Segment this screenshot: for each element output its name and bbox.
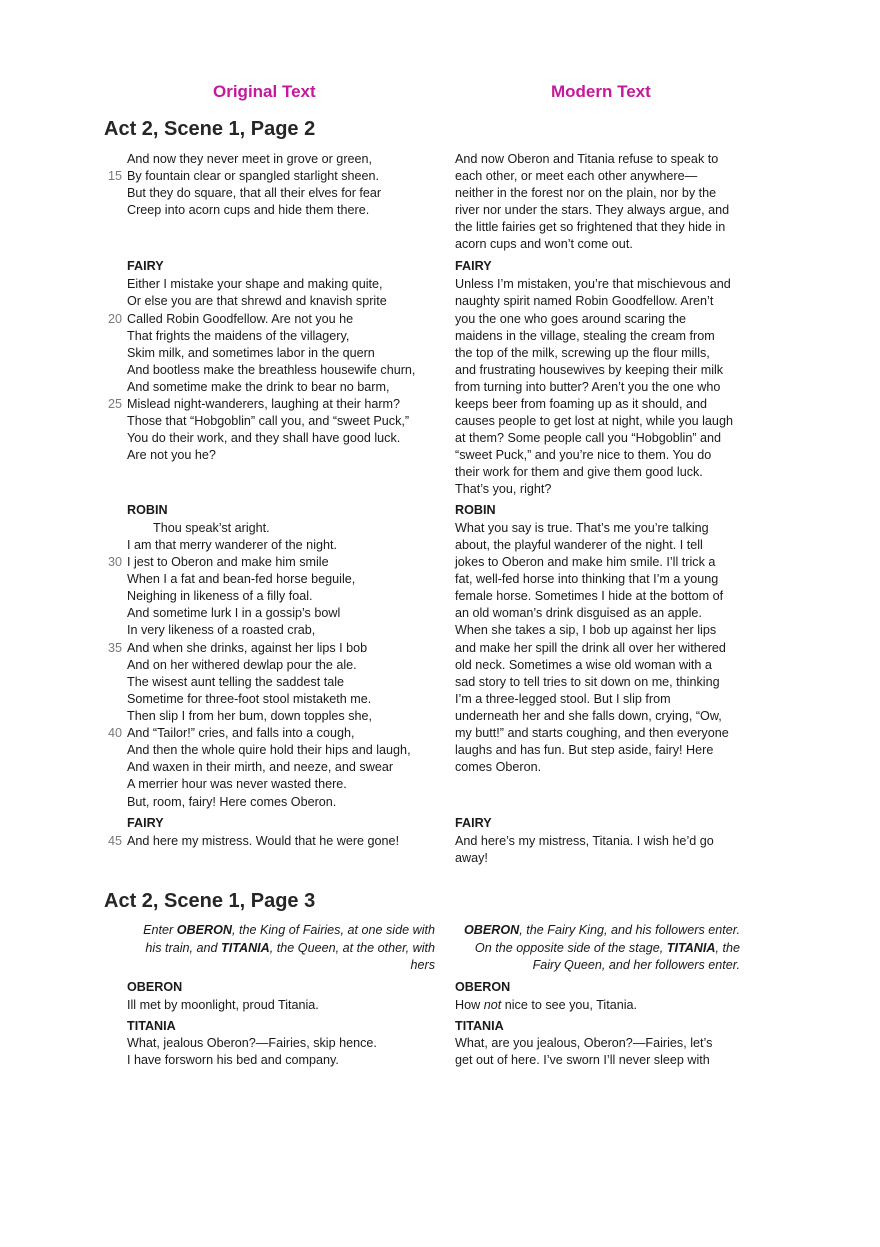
modern-line: keeps beer from foaming up as it should, and <box>455 397 708 411</box>
original-line: Ill met by moonlight, proud Titania. <box>127 998 319 1012</box>
section-title: Act 2, Scene 1, Page 3 <box>104 890 316 912</box>
original-line: I jest to Oberon and make him smile <box>127 555 329 569</box>
modern-line: fat, well-fed horse into thinking that I’m a young <box>455 572 719 586</box>
modern-line: jokes to Oberon and make him smile. I’ll trick a <box>455 555 716 569</box>
speaker-name: FAIRY <box>127 259 164 273</box>
modern-line: and frustrating housewives by keeping their milk <box>455 363 724 377</box>
original-line: Creep into acorn cups and hide them there. <box>127 203 370 217</box>
stage-direction: Enter OBERON, the King of Fairies, at one side with his train, and TITANIA, the Queen, at the other, with hers <box>143 923 435 972</box>
modern-line: about, the playful wanderer of the night. I tell <box>455 538 703 552</box>
original-line: Called Robin Goodfellow. Are not you he <box>127 312 354 326</box>
original-line: And bootless make the breathless housewife churn, <box>127 363 416 377</box>
modern-line: their work for them and give them good luck. <box>455 465 703 479</box>
modern-line: river nor under the stars. They always argue, and <box>455 203 730 217</box>
original-line: Skim milk, and sometimes labor in the quern <box>127 346 375 360</box>
modern-line: my butt!” and starts coughing, and then everyone <box>455 726 729 740</box>
original-line: And now they never meet in grove or green, <box>127 152 373 166</box>
modern-line: When she takes a sip, I bob up against her lips <box>455 623 717 637</box>
line-number: 15 <box>107 169 122 183</box>
speaker-name: FAIRY <box>455 259 492 273</box>
modern-line: neither in the forest nor on the plain, nor by the <box>455 186 717 200</box>
speaker-name: OBERON <box>127 980 183 994</box>
modern-line: get out of here. I’ve sworn I’ll never sleep with <box>455 1053 710 1067</box>
original-line: I am that merry wanderer of the night. <box>127 538 337 552</box>
speaker-name: TITANIA <box>455 1019 504 1033</box>
line-number: 20 <box>107 312 122 326</box>
modern-line: away! <box>455 851 488 865</box>
section-title: Act 2, Scene 1, Page 2 <box>104 118 316 140</box>
original-line: And sometime make the drink to bear no barm, <box>127 380 390 394</box>
modern-line: you the one who goes around scaring the <box>455 312 687 326</box>
original-line: When I a fat and bean-fed horse beguile, <box>127 572 356 586</box>
original-line: And “Tailor!” cries, and falls into a cough, <box>127 726 355 740</box>
original-line: Those that “Hobgoblin” call you, and “sweet Puck,” <box>127 414 410 428</box>
original-line: And on her withered dewlap pour the ale. <box>127 658 357 672</box>
modern-line: That’s you, right? <box>455 482 552 496</box>
modern-line: at them? Some people call you “Hobgoblin” and <box>455 431 722 445</box>
stage-direction: OBERON, the Fairy King, and his followers enter. On the opposite side of the stage, TITANIA, the Fairy Queen, and her followers enter. <box>463 923 740 972</box>
modern-line: naughty spirit named Robin Goodfellow. Aren’t <box>455 294 714 308</box>
speaker-name: FAIRY <box>127 816 164 830</box>
modern-line: How not nice to see you, Titania. <box>455 998 638 1012</box>
modern-line: and make her spill the drink all over her withered <box>455 641 726 655</box>
modern-line: comes Oberon. <box>455 760 542 774</box>
original-line: By fountain clear or spangled starlight sheen. <box>127 169 380 183</box>
line-number: 35 <box>107 641 122 655</box>
original-line: Either I mistake your shape and making quite, <box>127 277 383 291</box>
line-number: 45 <box>107 834 122 848</box>
original-line: And sometime lurk I in a gossip’s bowl <box>127 606 341 620</box>
modern-line: And here’s my mistress, Titania. I wish he’d go <box>455 834 714 848</box>
modern-line: acorn cups and won’t come out. <box>455 237 633 251</box>
modern-line: maidens in the village, stealing the cream from <box>455 329 715 343</box>
modern-line: underneath her and she falls down, crying, “Ow, <box>455 709 722 723</box>
line-number: 30 <box>107 555 122 569</box>
modern-line: What, are you jealous, Oberon?—Fairies, let’s <box>455 1036 713 1050</box>
original-line: That frights the maidens of the villagery, <box>127 329 350 343</box>
original-line: Thou speak’st aright. <box>153 521 270 535</box>
speaker-name: TITANIA <box>127 1019 176 1033</box>
modern-line: from turning into butter? Aren’t you the one who <box>455 380 721 394</box>
modern-line: Unless I’m mistaken, you’re that mischievous and <box>455 277 731 291</box>
modern-line: What you say is true. That’s me you’re talking <box>455 521 709 535</box>
speaker-name: ROBIN <box>455 503 496 517</box>
modern-line: laughs and has fun. But step aside, fairy! Here <box>455 743 714 757</box>
original-line: You do their work, and they shall have good luck. <box>127 431 401 445</box>
original-line: I have forsworn his bed and company. <box>127 1053 339 1067</box>
original-line: And waxen in their mirth, and neeze, and swear <box>127 760 394 774</box>
original-line: Are not you he? <box>127 448 216 462</box>
modern-text-header: Modern Text <box>551 82 651 101</box>
modern-line: the little fairies get so frightened that they hide in <box>455 220 726 234</box>
modern-line: “sweet Puck,” and you’re nice to them. You do <box>455 448 712 462</box>
modern-line: And now Oberon and Titania refuse to speak to <box>455 152 719 166</box>
modern-line: an old woman’s drink disguised as an apple. <box>455 606 702 620</box>
original-line: Then slip I from her bum, down topples she, <box>127 709 373 723</box>
modern-line: each other, or meet each other anywhere— <box>455 169 698 183</box>
original-text-header: Original Text <box>213 82 316 101</box>
original-line: What, jealous Oberon?—Fairies, skip hence. <box>127 1036 377 1050</box>
line-number: 25 <box>107 397 122 411</box>
original-line: The wisest aunt telling the saddest tale <box>127 675 345 689</box>
original-line: And here my mistress. Would that he were gone! <box>127 834 400 848</box>
original-line: A merrier hour was never wasted there. <box>127 777 347 791</box>
line-number: 40 <box>107 726 122 740</box>
original-line: Mislead night-wanderers, laughing at their harm? <box>127 397 401 411</box>
original-line: But, room, fairy! Here comes Oberon. <box>127 795 337 809</box>
original-line: But they do square, that all their elves for fear <box>127 186 382 200</box>
original-line: Sometime for three-foot stool mistaketh me. <box>127 692 372 706</box>
modern-line: sad story to tell tries to sit down on me, thinking <box>455 675 720 689</box>
modern-line: female horse. Sometimes I hide at the bottom of <box>455 589 724 603</box>
modern-line: I’m a three-legged stool. But I slip from <box>455 692 671 706</box>
speaker-name: OBERON <box>455 980 511 994</box>
speaker-name: ROBIN <box>127 503 168 517</box>
original-line: And then the whole quire hold their hips and laugh, <box>127 743 411 757</box>
original-line: And when she drinks, against her lips I bob <box>127 641 368 655</box>
speaker-name: FAIRY <box>455 816 492 830</box>
original-line: Or else you are that shrewd and knavish sprite <box>127 294 387 308</box>
original-line: In very likeness of a roasted crab, <box>127 623 316 637</box>
modern-line: causes people to get lost at night, while you laugh <box>455 414 733 428</box>
modern-line: the top of the milk, screwing up the flour mills, <box>455 346 710 360</box>
original-line: Neighing in likeness of a filly foal. <box>127 589 313 603</box>
modern-line: old neck. Sometimes a wise old woman with a <box>455 658 712 672</box>
